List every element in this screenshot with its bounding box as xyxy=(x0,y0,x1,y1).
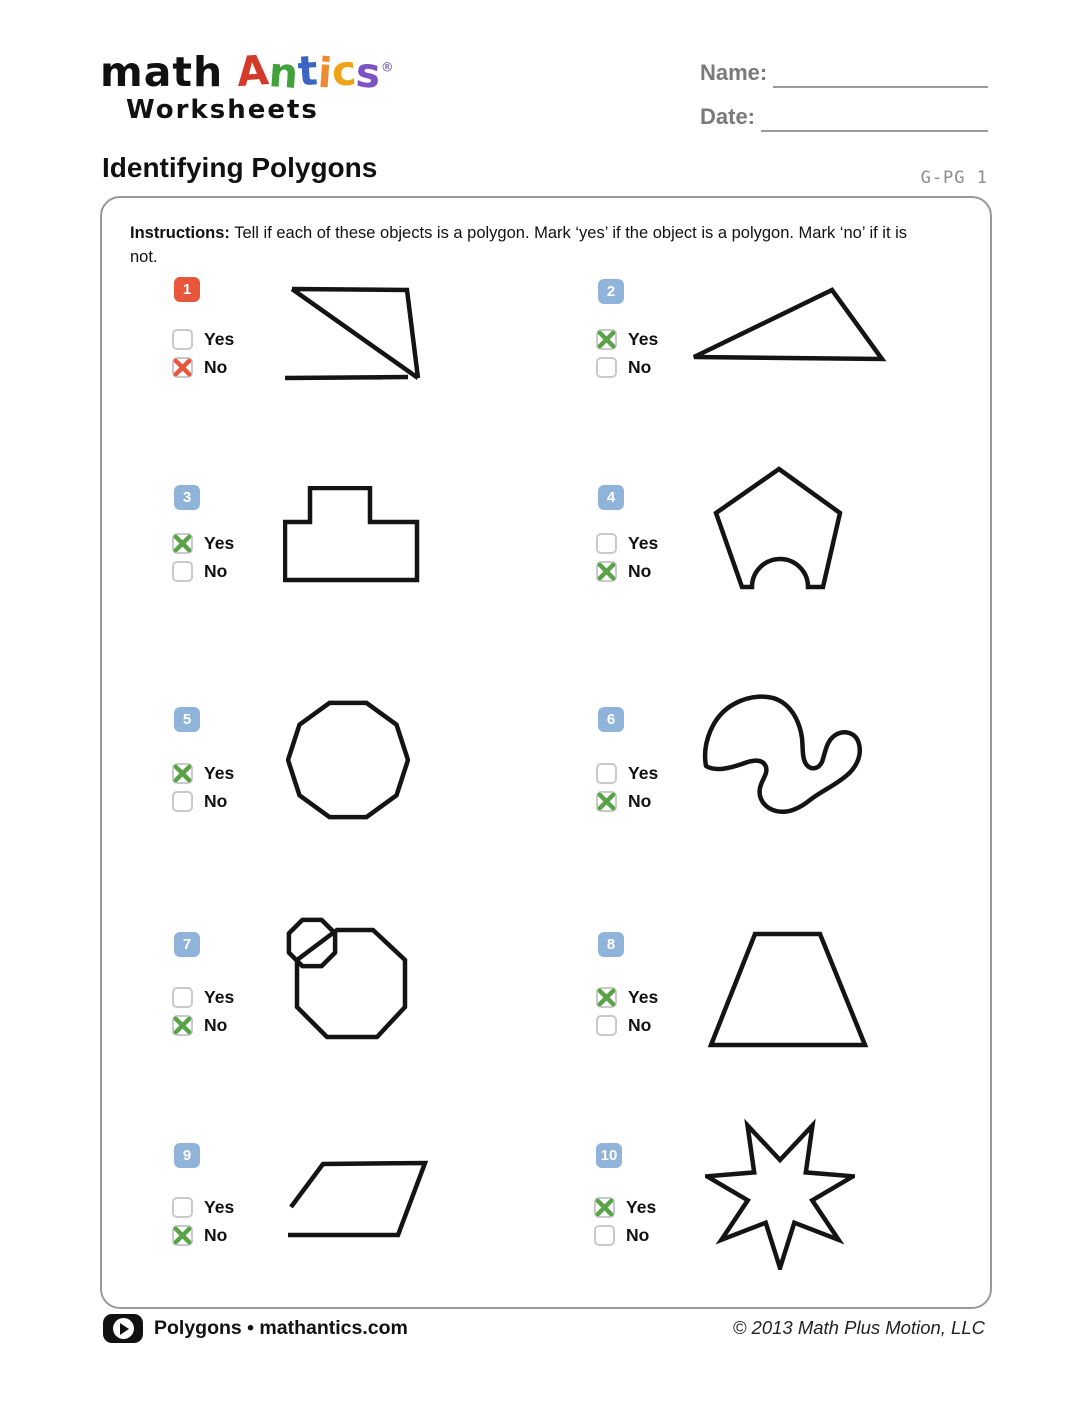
yes-label: Yes xyxy=(628,533,659,553)
yes-label: Yes xyxy=(204,329,235,349)
yes-option xyxy=(172,533,234,554)
check-x-mark xyxy=(593,1196,616,1219)
check-x-mark xyxy=(595,790,618,813)
no-label: No xyxy=(204,791,228,811)
date-input-line[interactable] xyxy=(761,100,988,132)
check-x-mark xyxy=(171,1224,194,1247)
question-number-badge: 10 xyxy=(596,1143,622,1168)
question-number-badge: 8 xyxy=(598,932,624,957)
no-checkbox[interactable] xyxy=(594,1225,615,1246)
no-option xyxy=(172,1015,227,1036)
no-checkbox[interactable] xyxy=(172,791,193,812)
question-4 xyxy=(598,485,728,615)
no-option xyxy=(596,357,651,378)
no-label: No xyxy=(204,1015,228,1035)
no-label: No xyxy=(628,791,652,811)
yes-label: Yes xyxy=(204,533,235,553)
no-label: No xyxy=(628,561,652,581)
yes-option xyxy=(596,987,658,1008)
yes-option xyxy=(172,987,234,1008)
logo-letter: s xyxy=(354,48,383,98)
no-label: No xyxy=(204,1225,228,1245)
question-number-badge: 5 xyxy=(174,707,200,732)
page-title: Identifying Polygons xyxy=(102,152,378,183)
yes-option xyxy=(594,1197,656,1218)
math-antics-logo xyxy=(100,45,394,125)
check-x-mark xyxy=(171,356,194,379)
question-number-badge: 4 xyxy=(598,485,624,510)
shape-octagon-with-small-octagon xyxy=(285,916,410,1041)
question-number-badge: 7 xyxy=(174,932,200,957)
no-checkbox[interactable] xyxy=(596,561,617,582)
yes-option xyxy=(596,763,658,784)
no-option xyxy=(172,791,227,812)
shape-decagon xyxy=(286,698,410,822)
no-checkbox[interactable] xyxy=(596,791,617,812)
logo-letter: c xyxy=(330,46,358,96)
logo-word-math: math xyxy=(100,48,224,96)
no-option xyxy=(172,1225,227,1246)
no-option xyxy=(596,561,651,582)
no-option xyxy=(594,1225,649,1246)
yes-label: Yes xyxy=(204,763,235,783)
yes-checkbox[interactable] xyxy=(596,763,617,784)
check-x-mark xyxy=(171,762,194,785)
question-5 xyxy=(174,707,304,837)
no-checkbox[interactable] xyxy=(596,1015,617,1036)
shape-seven-pointed-star xyxy=(705,1118,855,1270)
shape-curvy-blob xyxy=(700,692,865,820)
yes-checkbox[interactable] xyxy=(172,533,193,554)
yes-checkbox[interactable] xyxy=(172,763,193,784)
yes-option xyxy=(172,1197,234,1218)
yes-label: Yes xyxy=(628,763,659,783)
name-row xyxy=(700,52,988,88)
shape-pentagon-with-arch xyxy=(712,463,847,593)
yes-checkbox[interactable] xyxy=(172,329,193,350)
logo-letter: t xyxy=(296,46,320,96)
no-checkbox[interactable] xyxy=(172,357,193,378)
yes-checkbox[interactable] xyxy=(596,987,617,1008)
instructions-label: Instructions: xyxy=(130,223,230,242)
no-option xyxy=(172,357,227,378)
name-label: Name: xyxy=(700,60,768,85)
yes-checkbox[interactable] xyxy=(172,1197,193,1218)
date-label: Date: xyxy=(700,104,756,129)
no-checkbox[interactable] xyxy=(172,1225,193,1246)
yes-checkbox[interactable] xyxy=(172,987,193,1008)
question-number-badge: 9 xyxy=(174,1143,200,1168)
no-label: No xyxy=(628,357,652,377)
play-disc xyxy=(113,1318,134,1339)
check-x-mark xyxy=(171,1014,194,1037)
yes-label: Yes xyxy=(204,1197,235,1217)
yes-option xyxy=(172,763,234,784)
instructions-text: Instructions: Tell if each of these objects is a polygon. Mark ‘yes’ if the object is a polygon. Mark ‘no’ if it is not. xyxy=(130,223,908,267)
date-row xyxy=(700,96,988,132)
shape-open-parallelogram xyxy=(283,1158,430,1240)
footer-copyright: © 2013 Math Plus Motion, LLC xyxy=(732,1317,985,1338)
name-input-line[interactable] xyxy=(773,56,988,88)
yes-label: Yes xyxy=(626,1197,657,1217)
yes-label: Yes xyxy=(628,987,659,1007)
shape-trapezoid xyxy=(706,928,871,1050)
logo-letter: A xyxy=(235,45,271,97)
yes-checkbox[interactable] xyxy=(596,533,617,554)
yes-option xyxy=(172,329,234,350)
yes-checkbox[interactable] xyxy=(596,329,617,350)
check-x-mark xyxy=(595,986,618,1009)
logo-subtitle: Worksheets xyxy=(126,95,319,125)
no-checkbox[interactable] xyxy=(172,1015,193,1036)
registered-mark: ® xyxy=(380,60,394,76)
student-id-fields xyxy=(700,52,988,140)
yes-option xyxy=(596,329,658,350)
worksheet-code: G-PG 1 xyxy=(920,168,988,188)
yes-label: Yes xyxy=(204,987,235,1007)
logo-wordmark xyxy=(100,45,394,98)
question-number-badge: 2 xyxy=(598,279,624,304)
play-button-icon xyxy=(103,1314,143,1343)
question-number-badge: 6 xyxy=(598,707,624,732)
logo-letter: i xyxy=(316,48,334,98)
no-option xyxy=(596,791,651,812)
no-checkbox[interactable] xyxy=(596,357,617,378)
logo-letter: n xyxy=(267,48,301,98)
yes-checkbox[interactable] xyxy=(594,1197,615,1218)
no-label: No xyxy=(204,357,228,377)
no-option xyxy=(596,1015,651,1036)
shape-rectangle-with-bump xyxy=(283,486,423,584)
question-number-badge: 3 xyxy=(174,485,200,510)
check-x-mark xyxy=(595,560,618,583)
no-label: No xyxy=(628,1015,652,1035)
check-x-mark xyxy=(171,532,194,555)
no-label: No xyxy=(204,561,228,581)
no-label: No xyxy=(626,1225,650,1245)
play-triangle-icon xyxy=(120,1323,129,1335)
check-x-mark xyxy=(595,328,618,351)
yes-label: Yes xyxy=(628,329,659,349)
no-checkbox[interactable] xyxy=(172,561,193,582)
footer-topic-link: Polygons • mathantics.com xyxy=(154,1317,408,1339)
yes-option xyxy=(596,533,658,554)
shape-open-quadrilateral xyxy=(283,283,423,383)
shape-triangle xyxy=(690,285,890,367)
question-number-badge: 1 xyxy=(174,277,200,302)
no-option xyxy=(172,561,227,582)
